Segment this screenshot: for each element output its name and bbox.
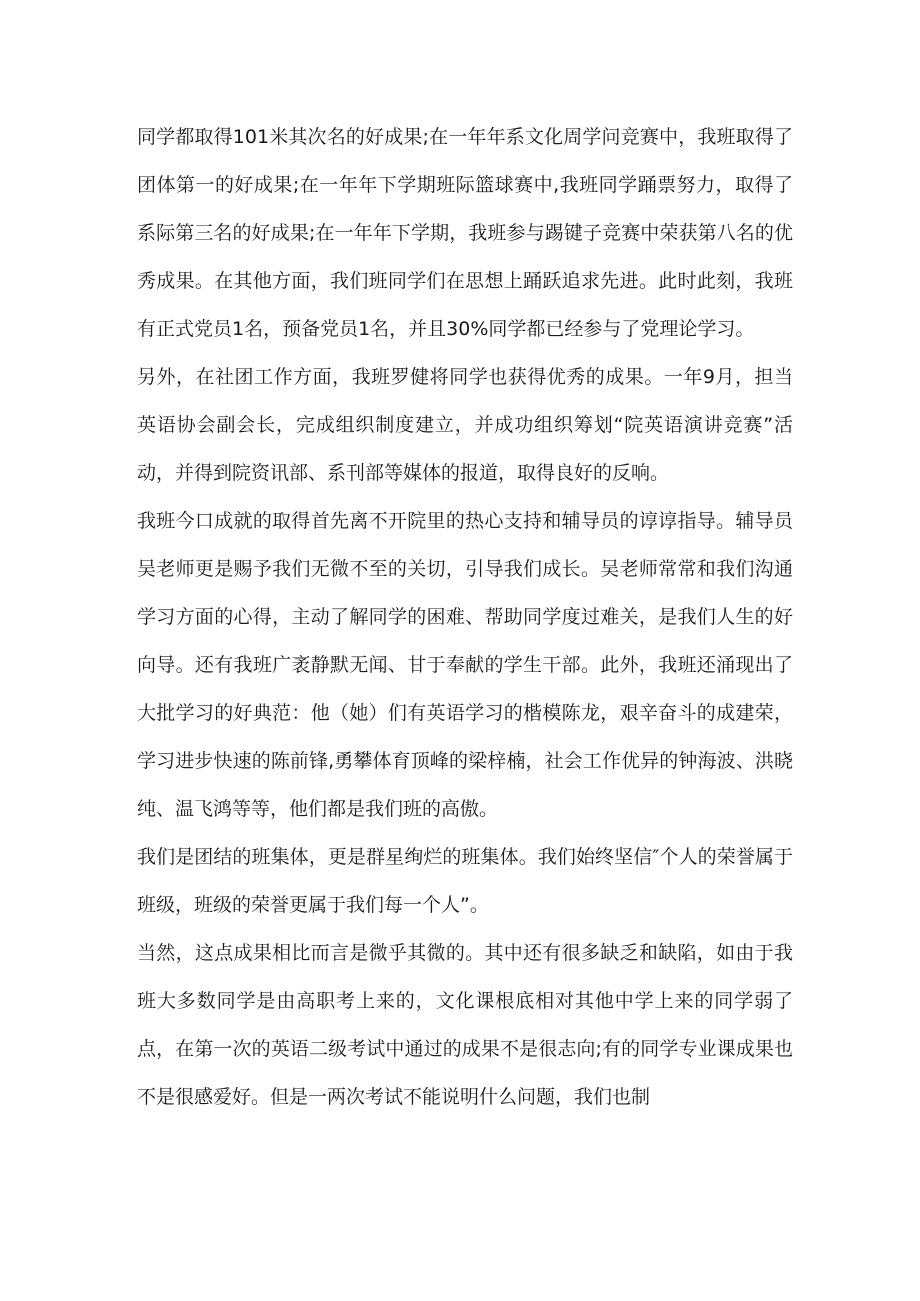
document-body <box>137 113 793 1121</box>
paragraph-shortcomings: 当然，这点成果相比而言是微乎其微的。其中还有很多缺乏和缺陷，如由于我班大多数同学是由高职考上来的，文化课根底相对其他中学上来的同学弱了点，在第一次的英语二级考试中通过的成果不是很志向;有的同学专业课成果也不是很感爱好。但是一两次考试不能说明什么问题，我们也制 <box>137 942 793 1108</box>
paragraph-unity: 我们是团结的班集体，更是群星绚烂的班集体。我们始终坚信″个人的荣誉属于班级，班级的荣誉更属于我们每一个人”。 <box>137 846 793 916</box>
paragraph-club-work: 另外，在社团工作方面，我班罗健将同学也获得优秀的成果。一年9月，担当英语协会副会长，完成组织制度建立，并成功组织筹划“院英语演讲竞赛”活动，并得到院资讯部、系刊部等媒体的报道，取得良好的反响。 <box>137 366 793 484</box>
paragraph-achievements: 同学都取得101米其次名的好成果;在一年年系文化周学问竞赛中，我班取得了团体第一的好成果;在一年年下学期班际篮球赛中,我班同学踊票努力，取得了系际第三名的好成果;在一年年下学期，我班参与踢键子竞赛中荣获第八名的优秀成果。在其他方面，我们班同学们在思想上踊跃追求先进。此时此刻，我班有正式党员1名，预备党员1名，并且30%同学都已经参与了党理论学习。 <box>137 126 793 340</box>
paragraph-acknowledgements: 我班今口成就的取得首先离不开院里的热心支持和辅导员的谆谆指导。辅导员吴老师更是赐予我们无微不至的关切，引导我们成长。吴老师常常和我们沟通学习方面的心得，主动了解同学的困难、帮助同学度过难关，是我们人生的好向导。还有我班广袤静默无闻、甘于奉献的学生干部。此外，我班还涌现出了大批学习的好典范：他（她）们有英语学习的楷模陈龙，艰辛奋斗的成建荣，学习进步快速的陈前锋,勇攀体育顶峰的梁梓楠，社会工作优异的钟海波、洪晓纯、温飞鸿等等，他们都是我们班的高傲。 <box>137 510 793 820</box>
